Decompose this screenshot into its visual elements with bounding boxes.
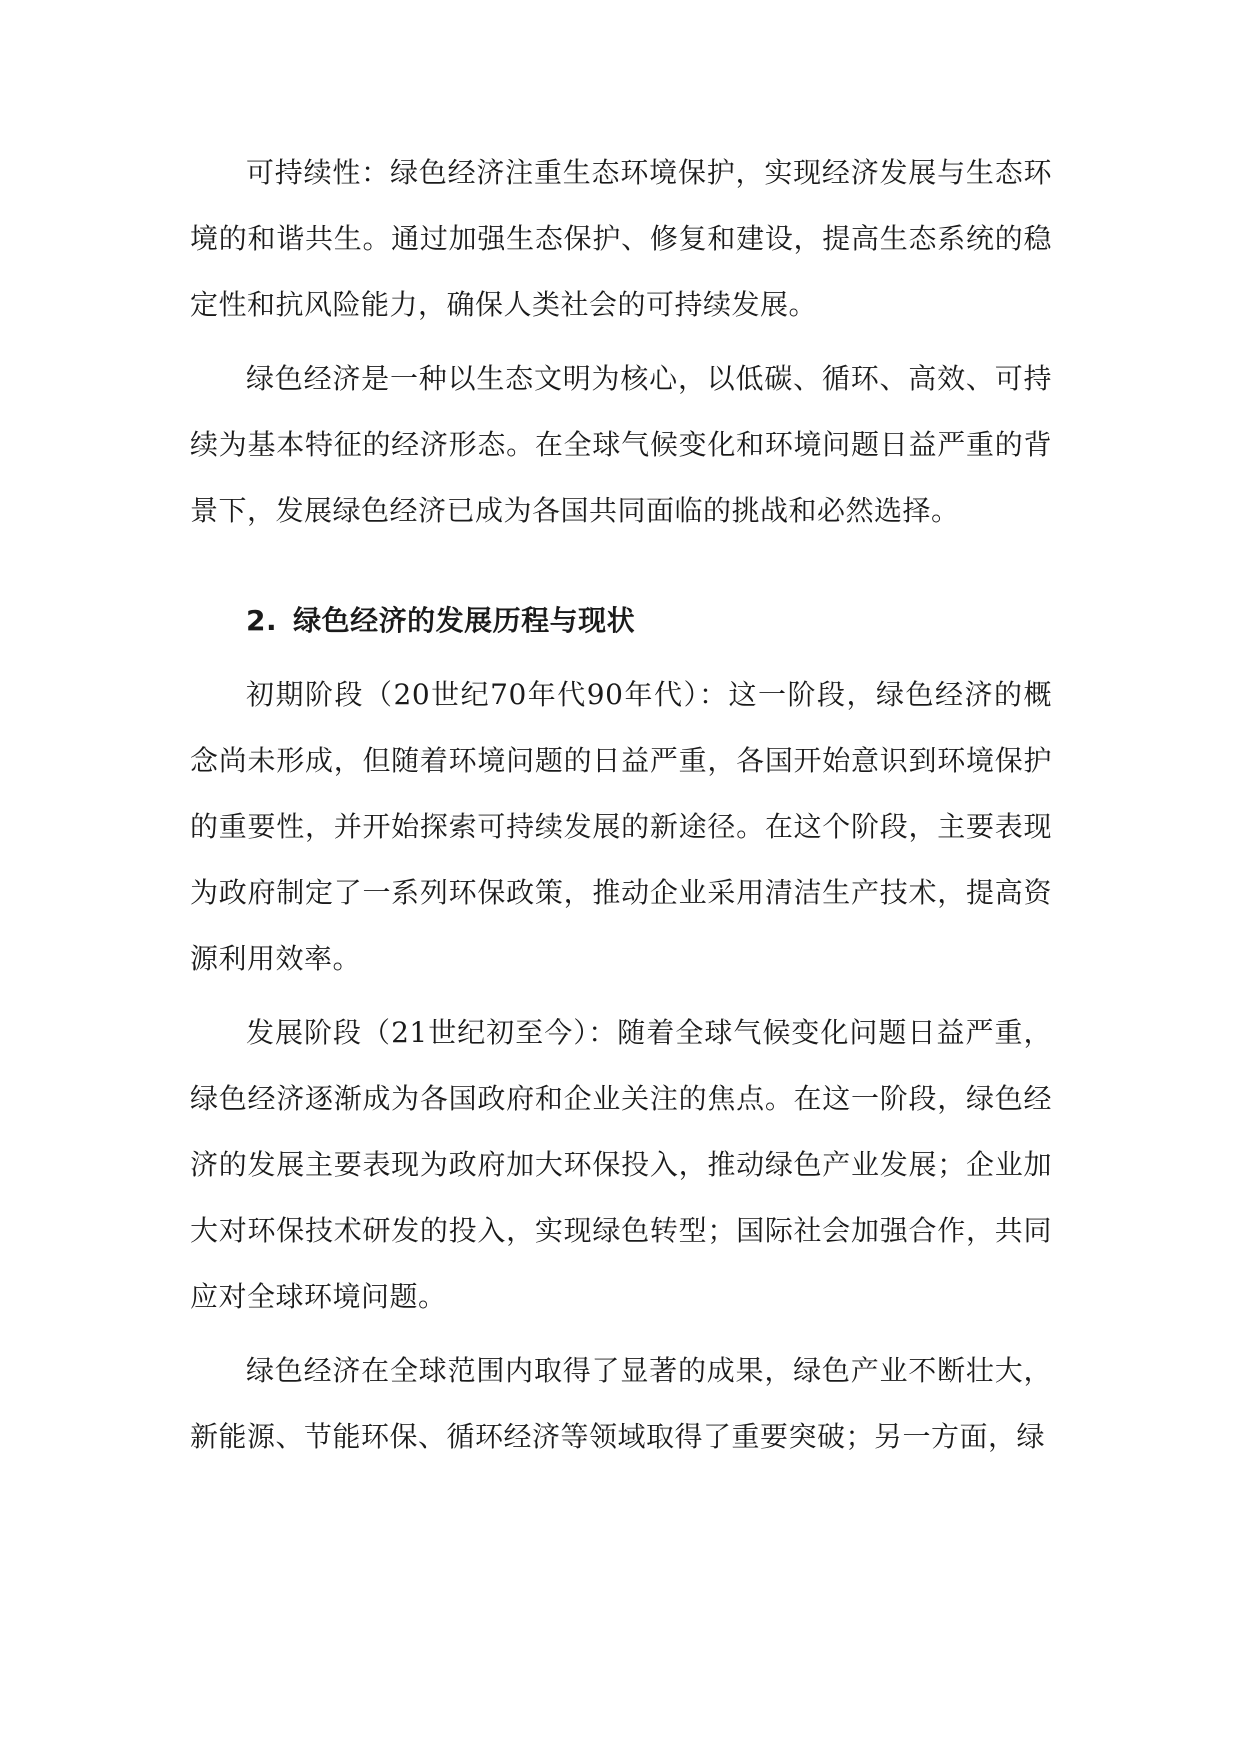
paragraph-global-achievements: 绿色经济在全球范围内取得了显著的成果，绿色产业不断壮大，新能源、节能环保、循环经济等领域取得了重要突破；另一方面，绿: [190, 1354, 1052, 1453]
paragraph-sustainability: 可持续性：绿色经济注重生态环境保护，实现经济发展与生态环境的和谐共生。通过加强生态保护、修复和建设，提高生态系统的稳定性和抗风险能力，确保人类社会的可持续发展。: [190, 156, 1052, 321]
paragraph-development-stage: 发展阶段（21世纪初至今）：随着全球气候变化问题日益严重，绿色经济逐渐成为各国政府和企业关注的焦点。在这一阶段，绿色经济的发展主要表现为政府加大环保投入，推动绿色产业发展；企业加大对环保技术研发的投入，实现绿色转型；国际社会加强合作，共同应对全球环境问题。: [190, 1016, 1052, 1313]
paragraph-initial-stage: 初期阶段（20世纪70年代90年代）：这一阶段，绿色经济的概念尚未形成，但随着环境问题的日益严重，各国开始意识到环境保护的重要性，并开始探索可持续发展的新途径。在这个阶段，主要表现为政府制定了一系列环保政策，推动企业采用清洁生产技术，提高资源利用效率。: [190, 678, 1052, 975]
section-heading: [190, 588, 1052, 654]
paragraph-green-economy-definition: 绿色经济是一种以生态文明为核心，以低碳、循环、高效、可持续为基本特征的经济形态。在全球气候变化和环境问题日益严重的背景下，发展绿色经济已成为各国共同面临的挑战和必然选择。: [190, 362, 1052, 527]
section-number: 2.: [246, 604, 278, 637]
section-title: 绿色经济的发展历程与现状: [293, 604, 636, 637]
document-page: [190, 140, 1052, 1478]
